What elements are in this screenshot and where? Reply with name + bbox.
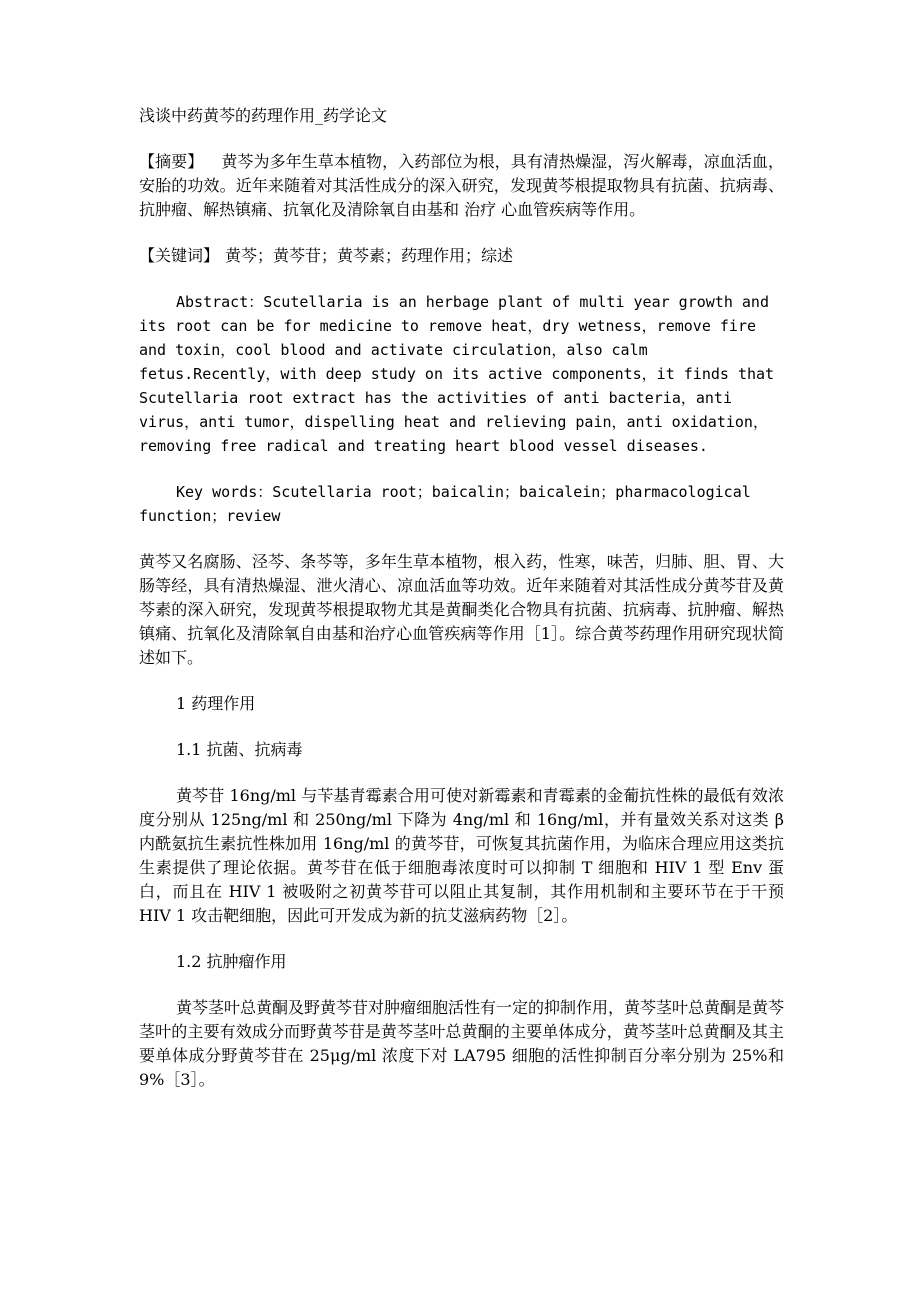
abstract-label: 【摘要】 <box>139 152 204 171</box>
section-heading-1-2: 1.2 抗肿瘤作用 <box>176 952 287 971</box>
english-keywords: Key words：Scutellaria root；baicalin；baicalein；pharmacological function；review <box>139 483 751 525</box>
paragraph-1-2: 黄芩茎叶总黄酮及野黄芩苷对肿瘤细胞活性有一定的抑制作用，黄芩茎叶总黄酮是黄芩茎叶的主要有效成分而野黄芩苷是黄芩茎叶总黄酮的主要单体成分，黄芩茎叶总黄酮及其主要单体成分野黄芩苷在 25μg/ml 浓度下对 LA795 细胞的活性抑制百分率分别为 25%和 9%［3］。 <box>139 998 785 1089</box>
keywords-text: 黄芩；黄芩苷；黄芩素；药理作用；综述 <box>225 246 514 265</box>
abstract-text: 黄芩为多年生草本植物，入药部位为根，具有清热燥湿，泻火解毒，凉血活血，安胎的功效。近年来随着对其活性成分的深入研究，发现黄芩根提取物具有抗菌、抗病毒、抗肿瘤、解热镇痛、抗氧化及清除氧自由基和 治疗 心血管疾病等作用。 <box>139 152 784 219</box>
section-heading-1-1: 1.1 抗菌、抗病毒 <box>176 740 303 759</box>
document-title: 浅谈中药黄芩的药理作用_药学论文 <box>139 106 388 125</box>
keywords-label: 【关键词】 <box>139 246 220 265</box>
paragraph-1-1: 黄芩苷 16ng/ml 与苄基青霉素合用可使对新霉素和青霉素的金葡抗性株的最低有效浓度分别从 125ng/ml 和 250ng/ml 下降为 4ng/ml 和 16ng/ml，并有量效关系对这类 β 内酰氨抗生素抗性株加用 16ng/ml 的黄芩苷，可恢复其抗菌作用，为临床合理应用这类抗生素提供了理论依据。黄芩苷在低于细胞毒浓度时可以抑制 T 细胞和 HIV 1 型 Env 蛋白，而且在 HIV 1 被吸附之初黄芩苷可以阻止其复制，其作用机制和主要环节在于干预 HIV 1 攻击靶细胞，因此可开发成为新的抗艾滋病药物［2］。 <box>139 786 784 925</box>
document-page <box>139 104 784 1092</box>
section-heading-1: 1 药理作用 <box>176 694 256 713</box>
keywords-paragraph <box>139 244 784 268</box>
abstract-paragraph <box>139 150 784 222</box>
intro-paragraph: 黄芩又名腐肠、泾芩、条芩等，多年生草本植物，根入药，性寒，味苦，归肺、胆、胃、大肠等经，具有清热燥湿、泄火清心、凉血活血等功效。近年来随着对其活性成分黄芩苷及黄芩素的深入研究，发现黄芩根提取物尤其是黄酮类化合物具有抗菌、抗病毒、抗肿瘤、解热镇痛、抗氧化及清除氧自由基和治疗心血管疾病等作用［1］。综合黄芩药理作用研究现状简述如下。 <box>139 552 784 667</box>
english-abstract: Abstract：Scutellaria is an herbage plant of multi year growth and its root can be for medicine to remove heat，dry wetness，remove fire and toxin，cool blood and activate circulation，also calm fetus.Recently，with deep study on its active components，it finds that Scutellaria root extract has the activities of anti bacteria，anti virus，anti tumor，dispelling heat and relieving pain，anti oxidation，removing free radical and treating heart blood vessel diseases. <box>139 293 775 455</box>
